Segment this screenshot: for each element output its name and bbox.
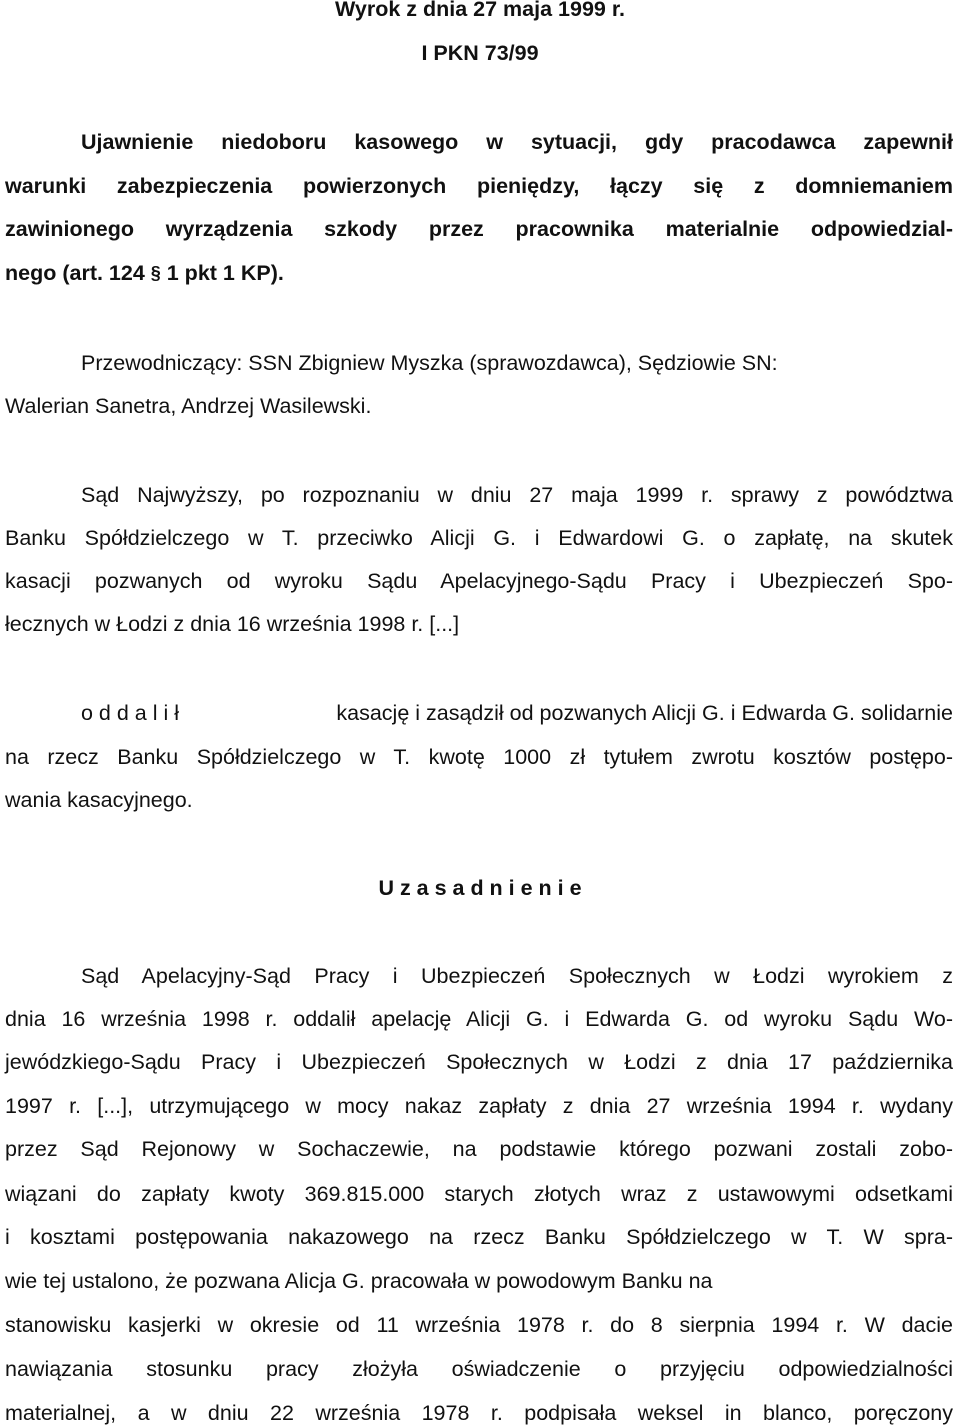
justification-line: Sąd Apelacyjny-Sąd Pracy i Ubezpieczeń Społecznych w Łodzi wyrokiem z: [81, 964, 953, 988]
intro-line: Sąd Najwyższy, po rozpoznaniu w dniu 27 maja 1999 r. sprawy z powództwa: [81, 483, 953, 507]
justification-heading: U z a s a d n i e n i e: [378, 876, 582, 900]
justification-line: wie tej ustalono, że pozwana Alicja G. pracowała w powodowym Banku na: [5, 1269, 713, 1293]
ruling-keyword: o d d a l i ł: [81, 701, 179, 725]
thesis-line: warunki zabezpieczenia powierzonych pieniędzy, łączy się z domniemaniem: [5, 174, 953, 198]
ruling-line: [81, 700, 953, 726]
justification-line: wiązani do zapłaty kwoty 369.815.000 starych złotych wraz z ustawowymi odsetkami: [5, 1182, 953, 1206]
justification-line: i kosztami postępowania nakazowego na rzecz Banku Spółdzielczego w T. W spra-: [5, 1225, 953, 1249]
panel-line: Walerian Sanetra, Andrzej Wasilewski.: [5, 394, 372, 418]
intro-line: Banku Spółdzielczego w T. przeciwko Alicji G. i Edwardowi G. o zapłatę, na skutek: [5, 526, 953, 550]
thesis-text: nego (art. 124: [5, 261, 151, 285]
justification-line: jewódzkiego-Sądu Pracy i Ubezpieczeń Społecznych w Łodzi z dnia 17 października: [5, 1050, 953, 1074]
ruling-text: kasację i zasądził od pozwanych Alicji G. i Edwarda G. solidarnie: [336, 701, 953, 725]
panel-line: Przewodniczący: SSN Zbigniew Myszka (sprawozdawca), Sędziowie SN:: [81, 351, 778, 375]
case-number: I PKN 73/99: [421, 41, 539, 65]
intro-line: kasacji pozwanych od wyroku Sądu Apelacyjnego-Sądu Pracy i Ubezpieczeń Spo-: [5, 569, 953, 593]
thesis-text: 1 pkt 1 KP).: [160, 261, 284, 285]
thesis-line: zawinionego wyrządzenia szkody przez pracownika materialnie odpowiedzial-: [5, 217, 953, 241]
ruling-line: na rzecz Banku Spółdzielczego w T. kwotę 1000 zł tytułem zwrotu kosztów postępo-: [5, 745, 953, 769]
judgment-date-title: Wyrok z dnia 27 maja 1999 r.: [334, 0, 625, 21]
intro-line: łecznych w Łodzi z dnia 16 września 1998 r. [...]: [5, 612, 460, 636]
ruling-line: wania kasacyjnego.: [5, 788, 193, 812]
justification-line: dnia 16 września 1998 r. oddalił apelację Alicji G. i Edwarda G. od wyroku Sądu Wo-: [5, 1007, 953, 1031]
justification-line: materialnej, a w dniu 22 września 1978 r. podpisała weksel in blanco, poręczony: [5, 1401, 953, 1425]
justification-line: przez Sąd Rejonowy w Sochaczewie, na podstawie którego pozwani zostali zobo-: [5, 1137, 953, 1161]
justification-line: stanowisku kasjerki w okresie od 11 września 1978 r. do 8 sierpnia 1994 r. W dacie: [5, 1313, 953, 1337]
justification-line: nawiązania stosunku pracy złożyła oświadczenie o przyjęciu odpowiedzialności: [5, 1357, 953, 1381]
justification-line: 1997 r. [...], utrzymującego w mocy nakaz zapłaty z dnia 27 września 1994 r. wydany: [5, 1094, 953, 1118]
thesis-line: [5, 260, 284, 286]
thesis-line: Ujawnienie niedoboru kasowego w sytuacji, gdy pracodawca zapewnił: [81, 130, 953, 154]
section-symbol: §: [150, 263, 161, 283]
